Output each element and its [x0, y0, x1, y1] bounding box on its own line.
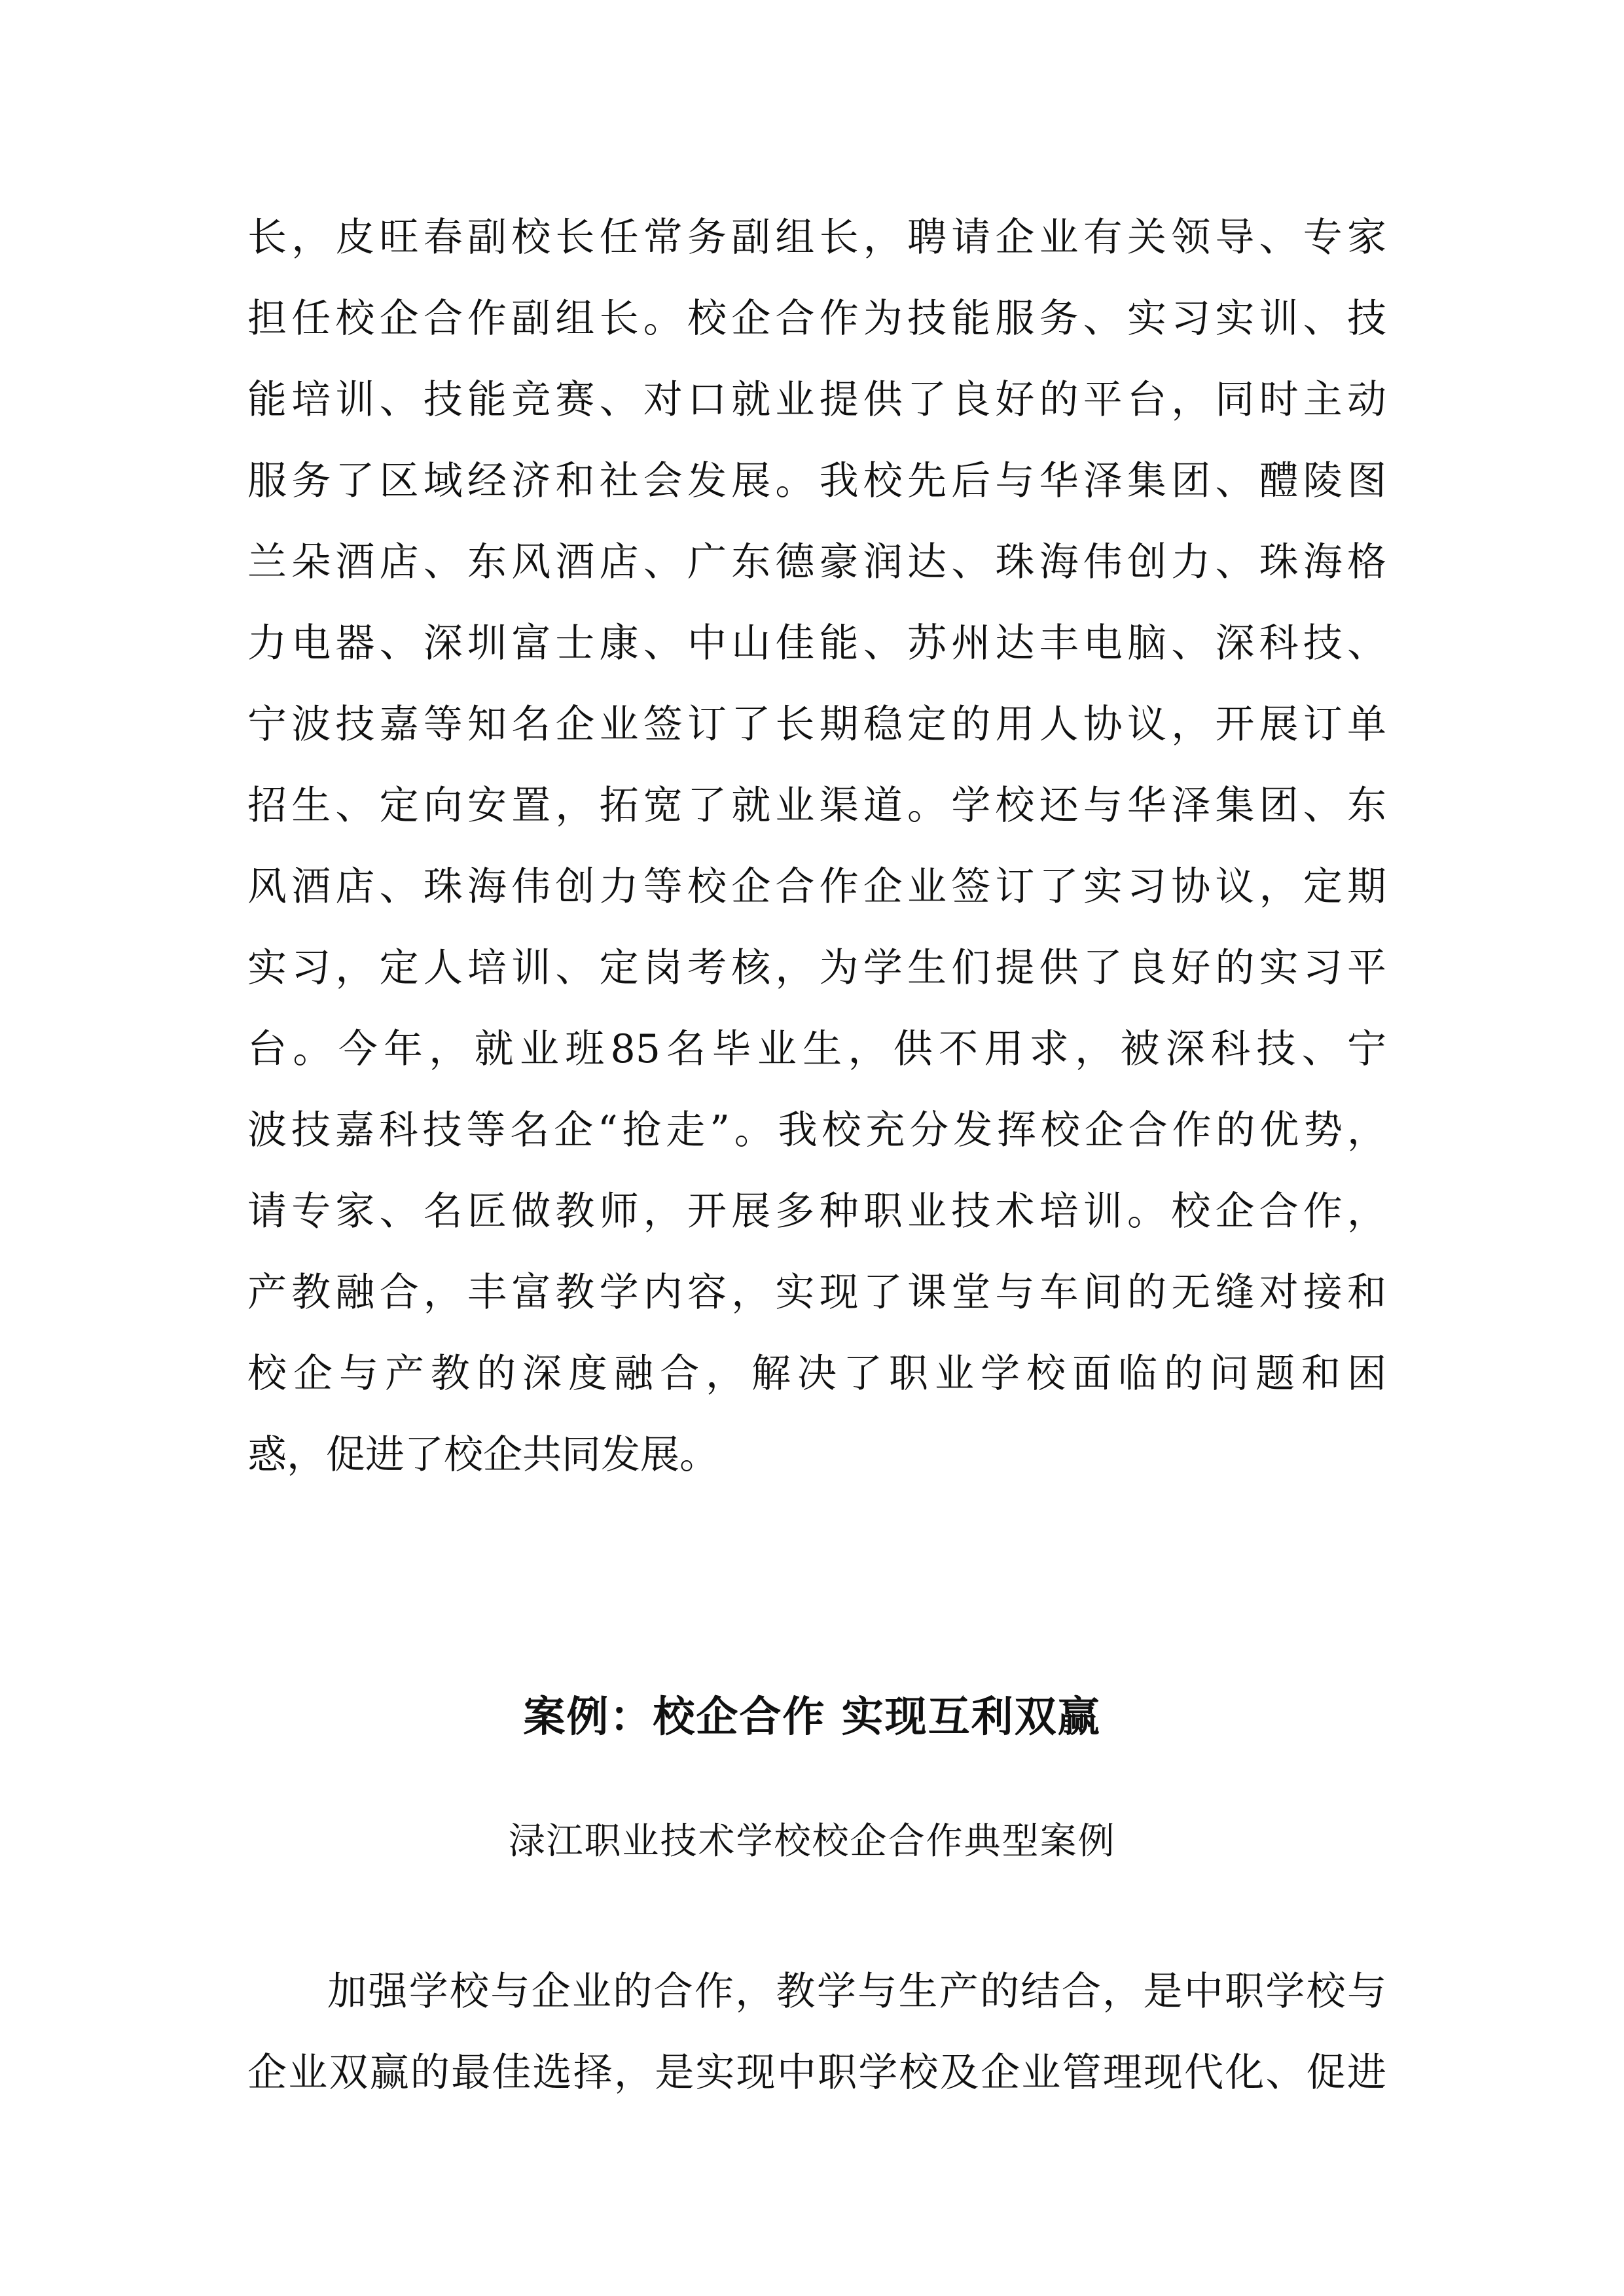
paragraph-line: 能培训、技能竞赛、对口就业提供了良好的平台，同时主动: [247, 377, 1386, 423]
paragraph-line: 台。今年，就业班85名毕业生，供不用求，被深科技、宁: [247, 1026, 1386, 1072]
paragraph-line: 风酒店、珠海伟创力等校企合作企业签订了实习协议，定期: [247, 864, 1386, 910]
paragraph-line: 惑，促进了校企共同发展。: [247, 1432, 719, 1478]
paragraph-line: 加强学校与企业的合作，教学与生产的结合，是中职学校与: [327, 1969, 1386, 2015]
paragraph-line: 招生、定向安置，拓宽了就业渠道。学校还与华泽集团、东: [247, 783, 1386, 829]
paragraph-line: 企业双赢的最佳选择，是实现中职学校及企业管理现代化、促进: [247, 2050, 1386, 2096]
paragraph-line: 担任校企合作副组长。校企合作为技能服务、实习实训、技: [247, 296, 1386, 342]
paragraph-line: 兰朵酒店、东风酒店、广东德豪润达、珠海伟创力、珠海格: [247, 539, 1386, 585]
paragraph-line: 产教融合，丰富教学内容，实现了课堂与车间的无缝对接和: [247, 1270, 1386, 1316]
paragraph-line: 实习，定人培训、定岗考核，为学生们提供了良好的实习平: [247, 945, 1386, 991]
case-subtitle: 渌江职业技术学校校企合作典型案例: [508, 1820, 1116, 1863]
paragraph-line: 服务了区域经济和社会发展。我校先后与华泽集团、醴陵图: [247, 458, 1386, 504]
case-heading: 案例：校企合作 实现互利双赢: [523, 1693, 1101, 1742]
paragraph-line: 长，皮旺春副校长任常务副组长，聘请企业有关领导、专家: [247, 215, 1386, 260]
paragraph-line: 波技嘉科技等名企“抢走”。我校充分发挥校企合作的优势，: [247, 1107, 1386, 1153]
paragraph-line: 力电器、深圳富士康、中山佳能、苏州达丰电脑、深科技、: [247, 620, 1386, 666]
paragraph-line: 校企与产教的深度融合，解决了职业学校面临的问题和困: [247, 1351, 1386, 1397]
paragraph-line: 宁波技嘉等知名企业签订了长期稳定的用人协议，开展订单: [247, 702, 1386, 747]
paragraph-line: 请专家、名匠做教师，开展多种职业技术培训。校企合作，: [247, 1189, 1386, 1234]
